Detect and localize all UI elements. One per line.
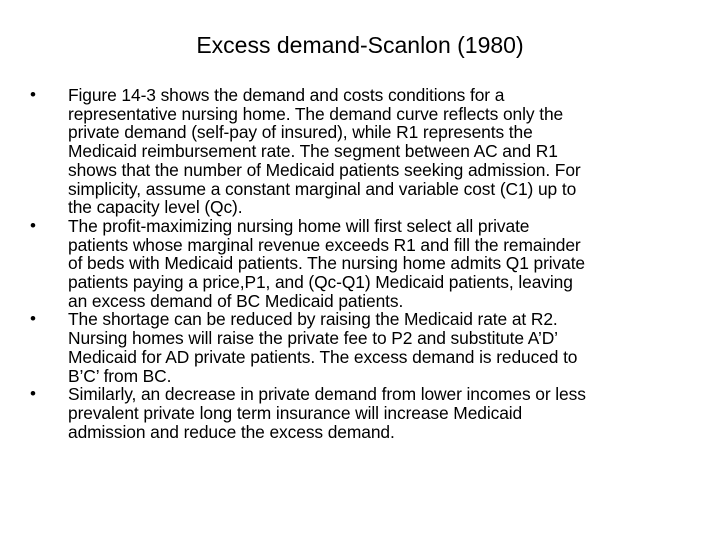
bullet-item [0, 385, 720, 441]
bullet-text-line: simplicity, assume a constant marginal and variable cost (C1) up to [68, 178, 577, 199]
bullet-text-line: patients paying a price,P1, and (Qc-Q1) Medicaid patients, leaving [68, 272, 573, 293]
bullet-text-line: B’C’ from BC. [68, 365, 172, 386]
bullet-text-line: The shortage can be reduced by raising the Medicaid rate at R2. [68, 309, 558, 330]
bullet-text-line: patients whose marginal revenue exceeds R1 and fill the remainder [68, 234, 581, 255]
bullet-text-line: of beds with Medicaid patients. The nursing home admits Q1 private [68, 253, 586, 274]
bullet-list [0, 86, 720, 441]
bullet-text-line: Figure 14-3 shows the demand and costs conditions for a [68, 85, 505, 105]
bullet-icon: • [30, 85, 36, 104]
bullet-text-line: an excess demand of BC Medicaid patients. [68, 290, 404, 311]
bullet-text-line: prevalent private long term insurance will increase Medicaid [68, 402, 523, 423]
bullet-text-line: The profit-maximizing nursing home will first select all private [68, 215, 530, 236]
slide-title: Excess demand-Scanlon (1980) [196, 32, 524, 58]
bullet-text-line: admission and reduce the excess demand. [68, 421, 395, 442]
bullet-text-line: Nursing homes will raise the private fee to P2 and substitute A’D’ [68, 328, 558, 349]
bullet-text-line: representative nursing home. The demand curve reflects only the [68, 103, 564, 124]
bullet-text-line: shows that the number of Medicaid patients seeking admission. For [68, 159, 581, 180]
bullet-icon: • [30, 384, 36, 404]
bullet-item [0, 217, 720, 311]
bullet-text-line: Similarly, an decrease in private demand from lower incomes or less [68, 384, 586, 405]
bullet-text-line: the capacity level (Qc). [68, 197, 243, 218]
bullet-item [0, 310, 720, 385]
bullet-icon: • [30, 215, 36, 235]
bullet-text-line: Medicaid reimbursement rate. The segment between AC and R1 [68, 141, 558, 162]
bullet-text-line: private demand (self-pay of insured), while R1 represents the [68, 122, 533, 143]
bullet-icon: • [30, 309, 36, 329]
bullet-text-line: Medicaid for AD private patients. The excess demand is reduced to [68, 346, 578, 367]
bullet-item [0, 86, 720, 217]
